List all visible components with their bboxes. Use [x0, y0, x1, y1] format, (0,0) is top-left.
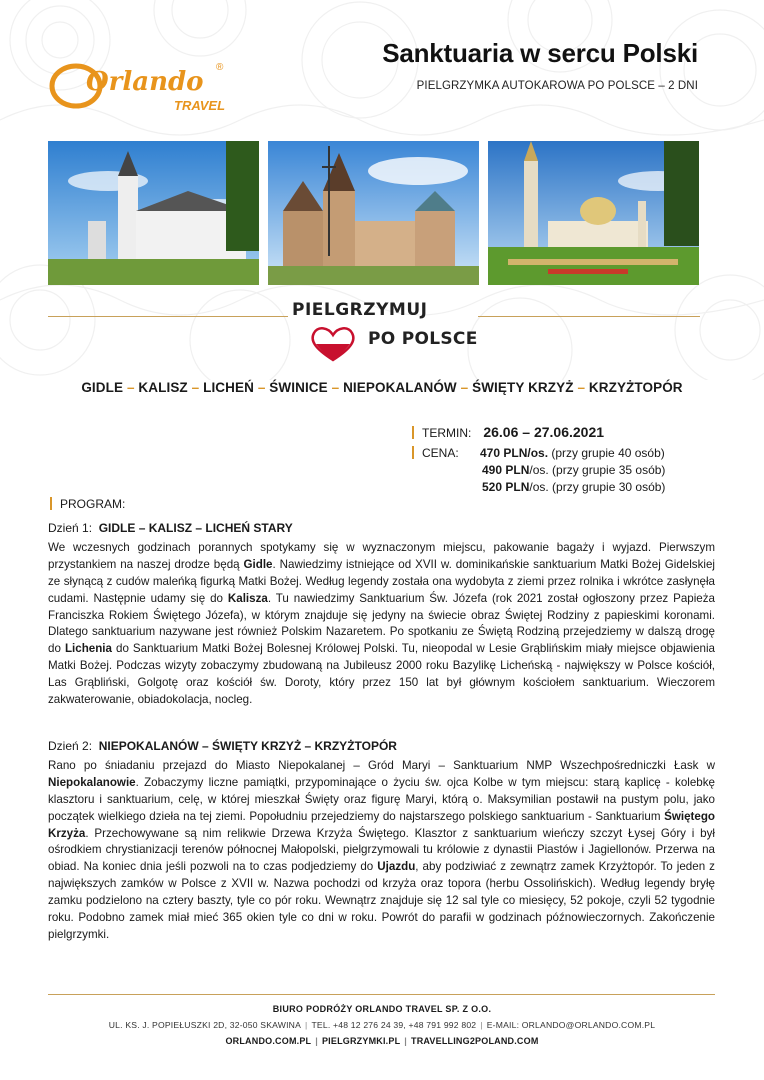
price-amount: 470 PLN/os.: [480, 446, 549, 460]
footer-link-pielgrzymki[interactable]: PIELGRZYMKI.PL: [321, 1036, 401, 1046]
term-block: [412, 424, 604, 440]
poland-heart-icon: [308, 326, 358, 362]
price-amount: 490 PLN: [482, 463, 530, 477]
route-separator: –: [257, 380, 266, 395]
photo-kalisz-basilica: [268, 141, 479, 285]
route-stop: LICHEŃ: [203, 380, 254, 395]
day-1-description: We wczesnych godzinach porannych spotykamy się w wyznaczonym miejscu, pakowanie bagaży i wyjazd. Pierwszym przystankiem na naszej drodze będą Gidle. Nawiedzimy istniejące od XVII w. dominikańskie sanktuarium Matki Bożej Gidelskiej ze słynącą z cudów maleńką figurką Matki Bożej. Według legendy została ona wydobyta z ziemi przez rolnika i wkrótce zasłynęła cudami. Następnie udamy się do Kalisza. Tu nawiedzimy Sanktuarium Św. Józefa (rok 2021 został ogłoszony przez Papieża Franciszka Rokiem Świętego Józefa), w którym znajduje się jedyny na świecie obraz Świętej Rodziny z papieskimi koronami. Dlatego sanktuarium nazywane jest również Polskim Nazaretem. Po spotkaniu ze Świętą Rodziną przejedziemy w dalszą drogę do Lichenia do Sanktuarium Matki Bożej Bolesnej Królowej Polski. Tu, nieopodal w Lesie Grąblińskim miały miejsce objawienia Matki Bożej. Podczas wizyty zobaczymy zbudowaną na Jubileusz 2000 roku Bazylikę Licheńską - największy w Polsce kościół, Las Grąbliński, Golgotę oraz kościół św. Doroty, który przez 150 lat był głównym kościołem sanktuarium. Wieczorem zakwaterowanie, obiadokolacja, nocleg.: [48, 540, 716, 707]
price-note: /os. (przy grupie 35 osób): [529, 463, 666, 477]
page-subtitle: PIELGRZYMKA AUTOKAROWA PO POLSCE – 2 DNI: [416, 80, 698, 92]
route-separator: –: [331, 380, 340, 395]
price-label: CENA:: [422, 446, 459, 460]
day-2-heading: [48, 738, 715, 755]
day-1-section: [48, 520, 715, 709]
orlando-travel-logo: [46, 56, 236, 120]
footer-email[interactable]: E-MAIL: ORLANDO@ORLANDO.COM.PL: [486, 1020, 656, 1030]
route-separator: –: [191, 380, 200, 395]
accent-bar: [412, 446, 414, 459]
footer-contact: UL. KS. J. POPIEŁUSZKI 2D, 32-050 SKAWINA | TEL. +48 12 276 24 39, +48 791 992 802 | E-MAIL: ORLANDO@ORLANDO.COM.PL: [108, 1020, 656, 1030]
place-niepokalanow: Niepokalanowie: [48, 775, 136, 789]
footer-phone: TEL. +48 12 276 24 39, +48 791 992 802: [311, 1020, 477, 1030]
footer-address: UL. KS. J. POPIEŁUSZKI 2D, 32-050 SKAWINA: [108, 1020, 302, 1030]
footer-websites: ORLANDO.COM.PL | PIELGRZYMKI.PL | TRAVELLING2POLAND.COM: [225, 1036, 539, 1046]
program-heading: [50, 497, 125, 511]
photo-gidle-sanctuary: [48, 141, 259, 285]
place-lichen: Lichenia: [64, 642, 112, 656]
accent-bar: [50, 497, 52, 510]
route-stop: ŚWINICE: [269, 380, 328, 395]
slogan-line-1: PIELGRZYMUJ: [292, 300, 428, 320]
program-label: PROGRAM:: [60, 497, 126, 511]
day-2-section: [48, 738, 715, 944]
route-stop: ŚWIĘTY KRZYŻ: [472, 380, 574, 395]
route-list: [0, 380, 764, 395]
day-1-label: Dzień 1:: [48, 521, 93, 535]
place-ujazd: Ujazdu: [377, 860, 416, 874]
footer-divider: [48, 994, 715, 995]
page-title: Sanktuaria w sercu Polski: [382, 38, 698, 68]
day-1-heading: [48, 520, 715, 537]
footer-company: BIURO PODRÓŻY ORLANDO TRAVEL SP. Z O.O.: [272, 1004, 492, 1014]
route-stop: NIEPOKALANÓW: [343, 380, 457, 395]
slogan-line-2: PO POLSCE: [368, 329, 478, 349]
footer-link-travelling2poland[interactable]: TRAVELLING2POLAND.COM: [411, 1036, 539, 1046]
day-2-title: NIEPOKALANÓW – ŚWIĘTY KRZYŻ – KRZYŻTOPÓR: [98, 739, 397, 753]
day-1-title: GIDLE – KALISZ – LICHEŃ STARY: [98, 521, 293, 535]
logo-registered-mark: ®: [216, 62, 224, 73]
route-separator: –: [126, 380, 135, 395]
price-note: /os. (przy grupie 30 osób): [529, 480, 666, 494]
logo-wordmark: Orlando: [86, 67, 204, 97]
route-separator: –: [460, 380, 469, 395]
day-2-label: Dzień 2:: [48, 739, 93, 753]
term-value: 26.06 – 27.06.2021: [483, 424, 605, 440]
route-separator: –: [577, 380, 586, 395]
route-stop: GIDLE: [81, 380, 124, 395]
route-stop: KALISZ: [138, 380, 188, 395]
photo-lichen-basilica: [488, 141, 699, 285]
slogan-divider-left: [48, 316, 288, 317]
route-stop: KRZYŻTOPÓR: [588, 380, 683, 395]
place-swiety-krzyz: Świętego Krzyża: [48, 809, 715, 840]
price-block: [412, 445, 665, 496]
logo-subtitle: TRAVEL: [174, 98, 226, 113]
term-label: TERMIN:: [422, 426, 472, 440]
slogan-divider-right: [478, 316, 700, 317]
accent-bar: [412, 426, 414, 439]
day-2-description: Rano po śniadaniu przejazd do Miasto Niepokalanej – Gród Maryi – Sanktuarium NMP Wszechpośredniczki Łask w Niepokalanowie. Zobaczymy liczne pamiątki, przypominające o życiu św. ojca Kolbe w tym miejscu: starą kaplicę - kolebkę klasztoru i sanktuarium, celę, w której mieszkał Święty oraz figurę Maryi, którą o. Maksymilian postawił na pustym polu, jako początek wielkiego dzieła na tej ziemi. Popołudniu przejedziemy do najstarszego polskiego sanktuarium - Sanktuarium Świętego Krzyża. Przechowywane są nim relikwie Drzewa Krzyża Świętego. Klasztor z sanktuarium wieńczy szczyt Łysej Góry i był ośrodkiem chrystianizacji terenów północnej Małopolski, pielgrzymowali tu królowie z dynastii Piastów i Jagiellonów. Przerwa na obiad. Na koniec dnia jeśli pozwoli na to czas podjedziemy do Ujazdu, aby podziwiać z zewnątrz zamek Krzyżtopór. To jeden z największych zamków w Polsce z XVII w. Nazwa pochodzi od krzyża oraz topora (herbu Ossolińskich). Według legendy bryłę zamku podzielono na cztery baszty, tyle co pór roku. Wewnątrz znajduje się 12 sal tyle co miesięcy, 52 pokoje, czyli 52 tygodnie roku. Podobno zamek miał mieć 365 okien tyle co dni w roku. Powrót do parafii w godzinach późnowieczornych. Zakończenie pielgrzymki.: [48, 758, 715, 941]
price-note: (przy grupie 40 osób): [551, 446, 665, 460]
place-gidle: Gidle: [243, 557, 273, 571]
footer-link-orlando[interactable]: ORLANDO.COM.PL: [225, 1036, 312, 1046]
place-kalisz: Kalisza: [227, 591, 268, 605]
price-amount: 520 PLN: [482, 480, 530, 494]
